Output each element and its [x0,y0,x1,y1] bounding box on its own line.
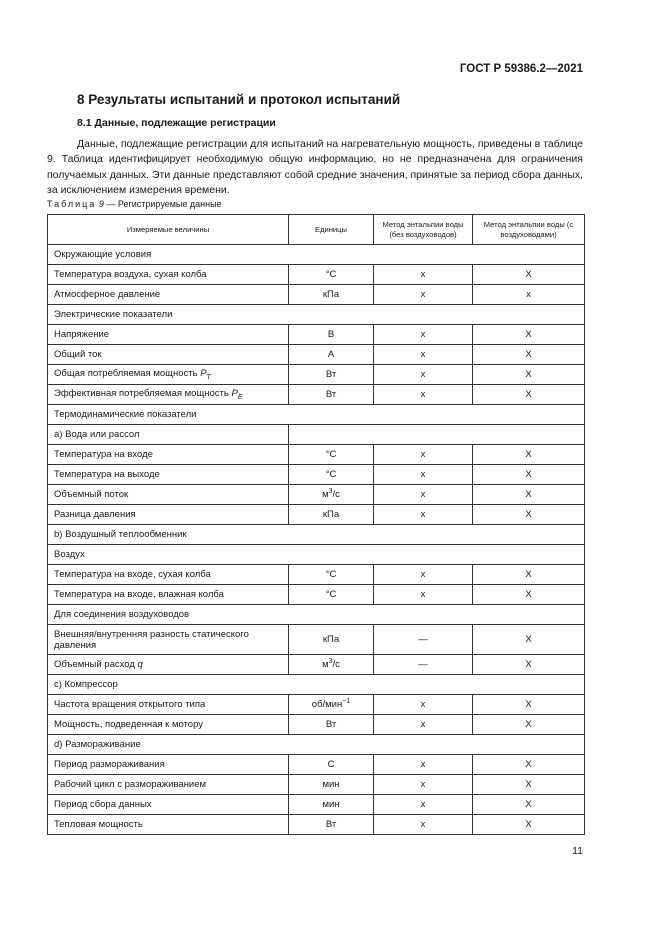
table-row [48,755,585,775]
table-section-row [48,735,585,755]
method-ducts-cell: X [473,795,585,815]
method-no-ducts-cell: x [374,755,473,775]
method-ducts-cell: X [473,565,585,585]
table-caption-number: 9 [98,199,104,209]
method-ducts-cell: x [473,285,585,305]
quantity-cell: Мощность, подведенная к мотору [48,715,289,735]
table-row [48,775,585,795]
unit-cell: кПа [289,625,374,655]
header-method-no-ducts: Метод энтальпии воды (без воздуховодов) [374,215,473,245]
table-row [48,505,585,525]
method-ducts-cell: X [473,695,585,715]
table-row [48,485,585,505]
table-header-row [48,215,585,245]
table-row [48,265,585,285]
method-no-ducts-cell: x [374,325,473,345]
page-number: 11 [572,845,583,857]
unit-cell: А [289,345,374,365]
unit-cell: кПа [289,285,374,305]
unit-cell: мин [289,795,374,815]
quantity-cell: Частота вращения открытого типа [48,695,289,715]
quantity-cell: Температура воздуха, сухая колба [48,265,289,285]
table-caption-text: — Регистрируемые данные [106,199,222,209]
unit-cell: $м^3/с$ [289,655,374,675]
method-ducts-cell: X [473,385,585,405]
quantity-cell: Объемный поток [48,485,289,505]
table-row [48,385,585,405]
unit-cell: Вт [289,385,374,405]
quantity-cell: Тепловая мощность [48,815,289,835]
unit-cell: Вт [289,715,374,735]
method-no-ducts-cell: x [374,775,473,795]
table-section-row [48,305,585,325]
method-no-ducts-cell: x [374,695,473,715]
table-row [48,625,585,655]
unit-cell: мин [289,775,374,795]
unit-cell: °C [289,565,374,585]
section-label: Для соединения воздуховодов [48,605,585,625]
method-ducts-cell: X [473,715,585,735]
table-row [48,365,585,385]
method-ducts-cell: X [473,585,585,605]
section-title: 8 Результаты испытаний и протокол испытаний [77,92,401,107]
unit-cell: кПа [289,505,374,525]
method-ducts-cell: X [473,325,585,345]
body-paragraph: Данные, подлежащие регистрации для испытаний на нагревательную мощность, приведены в таблице 9. Таблица идентифицирует необходимую общую информацию, но не предназначена для ограничения получаемых данных. Эти данные представляют собой средние значения, принятые за период сбора данных, за исключением измерения времени. [47,138,583,196]
method-no-ducts-cell: x [374,815,473,835]
unit-cell: $м^3/с$ [289,485,374,505]
quantity-cell: Объемный расход q [48,655,289,675]
header-method-ducts: Метод энтальпии воды (с воздуховодами) [473,215,585,245]
method-no-ducts-cell: x [374,565,473,585]
quantity-cell: Общая потребляемая мощность $P_T$ [48,365,289,385]
table-section-row [48,405,585,425]
method-ducts-cell: X [473,265,585,285]
empty-cell [289,425,585,445]
method-ducts-cell: X [473,465,585,485]
header-quantity: Измеряемые величины [48,215,289,245]
method-no-ducts-cell: x [374,265,473,285]
data-table [47,214,585,835]
table-caption-prefix: Таблица [47,199,97,209]
method-ducts-cell: X [473,445,585,465]
table-row [48,465,585,485]
method-no-ducts-cell: — [374,625,473,655]
method-ducts-cell: X [473,655,585,675]
section-label: Воздух [48,545,585,565]
quantity-cell: Температура на входе [48,445,289,465]
section-label: а) Вода или рассол [48,425,289,445]
table-row [48,815,585,835]
unit-cell: °C [289,465,374,485]
table-section-row [48,525,585,545]
table-row [48,565,585,585]
section-label: с) Компрессор [48,675,585,695]
header-units: Единицы [289,215,374,245]
method-no-ducts-cell: x [374,715,473,735]
quantity-cell: Период сбора данных [48,795,289,815]
section-label: Термодинамические показатели [48,405,585,425]
table-section-row [48,605,585,625]
standard-number: ГОСТ Р 59386.2—2021 [459,63,583,75]
quantity-cell: Период размораживания [48,755,289,775]
table-row [48,655,585,675]
unit-cell: С [289,755,374,775]
quantity-cell: Внешняя/внутренняя разность статического давления [48,625,289,655]
method-no-ducts-cell: x [374,365,473,385]
method-no-ducts-cell: x [374,345,473,365]
method-ducts-cell: X [473,815,585,835]
unit-cell: °C [289,265,374,285]
quantity-cell: Атмосферное давление [48,285,289,305]
quantity-cell: Температура на входе, влажная колба [48,585,289,605]
method-ducts-cell: X [473,755,585,775]
quantity-cell: Температура на выходе [48,465,289,485]
table-row [48,445,585,465]
unit-cell: °C [289,585,374,605]
unit-cell: В [289,325,374,345]
method-no-ducts-cell: x [374,485,473,505]
method-no-ducts-cell: — [374,655,473,675]
table-section-row [48,675,585,695]
unit-cell: об/мин$^{-1}$ [289,695,374,715]
table-section-row [48,245,585,265]
unit-cell: Вт [289,365,374,385]
quantity-cell: Напряжение [48,325,289,345]
table-row [48,795,585,815]
subsection-title: 8.1 Данные, подлежащие регистрации [77,117,276,129]
method-no-ducts-cell: x [374,795,473,815]
method-ducts-cell: X [473,775,585,795]
table-row [48,695,585,715]
method-no-ducts-cell: x [374,465,473,485]
method-ducts-cell: X [473,365,585,385]
method-ducts-cell: X [473,505,585,525]
method-no-ducts-cell: x [374,445,473,465]
quantity-cell: Рабочий цикл с размораживанием [48,775,289,795]
method-ducts-cell: X [473,625,585,655]
method-no-ducts-cell: x [374,385,473,405]
table-row [48,285,585,305]
method-no-ducts-cell: x [374,285,473,305]
table-row [48,585,585,605]
table-body [48,245,585,835]
method-no-ducts-cell: x [374,505,473,525]
table-row [48,325,585,345]
method-no-ducts-cell: x [374,585,473,605]
unit-cell: Вт [289,815,374,835]
table-section-row [48,425,585,445]
section-label: Окружающие условия [48,245,585,265]
section-label: b) Воздушный теплообменник [48,525,585,545]
quantity-cell: Разница давления [48,505,289,525]
table-caption [47,199,222,209]
quantity-cell: Температура на входе, сухая колба [48,565,289,585]
table-row [48,715,585,735]
table-section-row [48,545,585,565]
table-row [48,345,585,365]
method-ducts-cell: X [473,345,585,365]
quantity-cell: Общий ток [48,345,289,365]
section-label: d) Размораживание [48,735,585,755]
method-ducts-cell: X [473,485,585,505]
unit-cell: °C [289,445,374,465]
section-label: Электрические показатели [48,305,585,325]
quantity-cell: Эффективная потребляемая мощность $P_E$ [48,385,289,405]
